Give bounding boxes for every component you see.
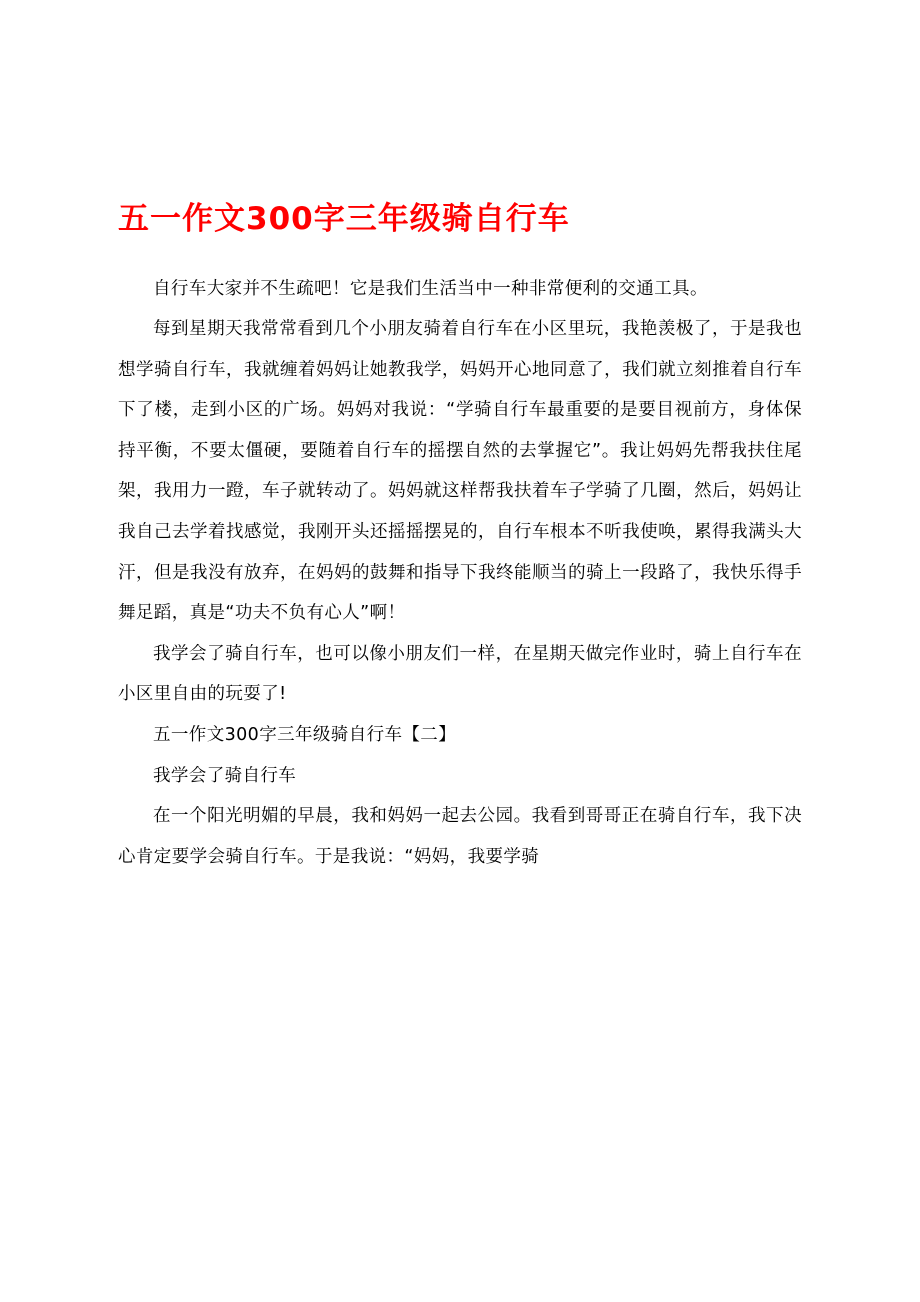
paragraph-6: 在一个阳光明媚的早晨，我和妈妈一起去公园。我看到哥哥正在骑自行车，我下决心肯定要学会骑自行车。于是我说：“妈妈，我要学骑 (118, 806, 802, 867)
paragraph-1: 自行车大家并不生疏吧！它是我们生活当中一种非常便利的交通工具。 (153, 278, 708, 299)
paragraph-4-subheading: 五一作文300字三年级骑自行车【二】 (153, 725, 457, 746)
page-title: 五一作文300字三年级骑自行车 (118, 201, 570, 237)
paragraph-5-subheading: 我学会了骑自行车 (153, 765, 297, 786)
paragraph-2: 每到星期天我常常看到几个小朋友骑着自行车在小区里玩，我艳羡极了，于是我也想学骑自行车，我就缠着妈妈让她教我学，妈妈开心地同意了，我们就立刻推着自行车下了楼，走到小区的广场。妈妈对我说：“学骑自行车最重要的是要目视前方，身体保持平衡，不要太僵硬，要随着自行车的摇摆自然的去掌握它”。我让妈妈先帮我扶住尾架，我用力一蹬，车子就转动了。妈妈就这样帮我扶着车子学骑了几圈，然后，妈妈让我自己去学着找感觉，我刚开头还摇摇摆晃的，自行车根本不听我使唤，累得我满头大汗，但是我没有放弃，在妈妈的鼓舞和指导下我终能顺当的骑上一段路了，我快乐得手舞足蹈，真是“功夫不负有心人”啊！ (118, 319, 802, 624)
paragraph-3: 我学会了骑自行车，也可以像小朋友们一样，在星期天做完作业时，骑上自行车在小区里自由的玩耍了! (118, 643, 802, 705)
